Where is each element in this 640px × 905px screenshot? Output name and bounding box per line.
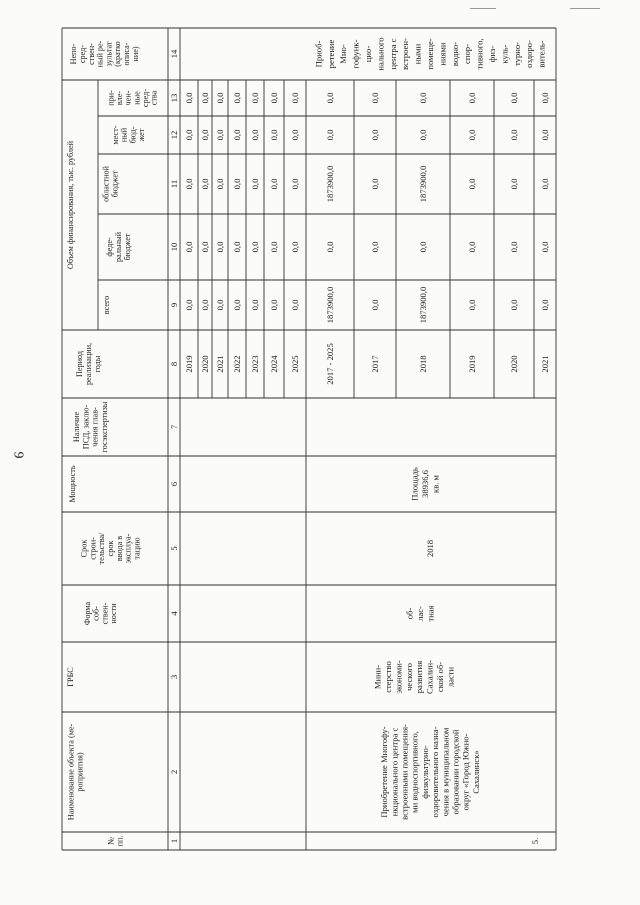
header-col-9: всего <box>102 295 111 315</box>
column-number: 6 <box>169 481 179 487</box>
value-cell: 0,0 <box>200 241 210 253</box>
value-cell: 0,0 <box>200 299 210 311</box>
value-cell: 0,0 <box>215 129 225 141</box>
period-cell: 2021 <box>215 355 225 373</box>
table-text <box>66 37 550 846</box>
value-cell: 0,0 <box>184 178 194 190</box>
table-grid <box>62 28 556 850</box>
item-ownership: об-лас-тная <box>404 605 436 622</box>
value-cell: 0,0 <box>509 92 519 104</box>
period-cell: 2024 <box>269 355 279 373</box>
item-term: 2018 <box>425 539 435 558</box>
header-col-11: областнойбюджет <box>101 166 120 202</box>
period-cell: 2021 <box>540 355 550 373</box>
value-cell: 0,0 <box>250 178 260 190</box>
value-cell: 0,0 <box>269 178 279 190</box>
value-cell: 0,0 <box>250 299 260 311</box>
value-cell: 0,0 <box>290 241 300 253</box>
value-cell: 0,0 <box>370 178 380 190</box>
value-cell: 0,0 <box>418 241 428 253</box>
value-cell: 0,0 <box>370 92 380 104</box>
item-capacity: Площадь38936,6кв. м <box>409 467 441 501</box>
value-cell: 0,0 <box>370 129 380 141</box>
value-cell: 1873900,0 <box>418 165 428 203</box>
value-cell: 0,0 <box>215 92 225 104</box>
value-cell: 0,0 <box>418 92 428 104</box>
value-cell: 0,0 <box>232 129 242 141</box>
header-col-12: мест-ныйбюд-жет <box>110 125 147 145</box>
header-col-14: Непо-сред-ствен-ный ре-зультат(краткоописа-ние) <box>69 40 140 68</box>
period-cell: 2023 <box>250 355 260 373</box>
value-cell: 0,0 <box>509 241 519 253</box>
header-col-2: Наименование объекта (ме-роприятия) <box>66 723 85 821</box>
value-cell: 0,0 <box>215 241 225 253</box>
value-cell: 0,0 <box>540 178 550 190</box>
value-cell: 0,0 <box>509 129 519 141</box>
period-cell: 2019 <box>184 355 194 373</box>
value-cell: 0,0 <box>215 299 225 311</box>
column-number: 12 <box>169 130 179 140</box>
header-col-7: НаличиеПСД, заклю-чения глав-госэкспертизы <box>72 401 109 453</box>
column-number: 2 <box>169 769 179 775</box>
column-number: 3 <box>169 674 179 680</box>
value-cell: 0,0 <box>290 299 300 311</box>
item-result: Приоб- ретение Мно- гофунк- цио- нального центра с встроен- ными помеще- ниями водно- спор- тивного, физ- куль- турно- оздоро- витель- <box>313 37 547 71</box>
item-number: 5. <box>530 837 540 845</box>
value-cell: 0,0 <box>215 178 225 190</box>
header-col-1: №пп. <box>106 835 125 847</box>
column-number: 14 <box>169 49 179 59</box>
value-cell: 0,0 <box>269 129 279 141</box>
value-cell: 0,0 <box>325 92 335 104</box>
value-cell: 0,0 <box>540 129 550 141</box>
value-cell: 1873900,0 <box>418 286 428 324</box>
page-number: 9 <box>10 451 26 459</box>
item-name: Приобретение Многофу-нкционального центра свстроенными помещения-ми водноспортивного,физкультурно-оздоровительного назна-чения в муниципальномобразовании городскойокруг «Город Южно-Сахалинск» <box>379 724 481 820</box>
header-col-13: при-вле-чен-ныесред-ства <box>106 88 159 108</box>
column-number: 11 <box>169 179 179 189</box>
header-col-10: феде-ральныйбюджет <box>104 232 133 262</box>
header-col-4: Формасоб-ствен-ности <box>82 601 119 626</box>
header-col-5: Срокстрои-тельства/срокввода вэксплуа-тацию <box>79 532 142 565</box>
period-cell: 2018 <box>418 355 428 373</box>
value-cell: 0,0 <box>325 129 335 141</box>
header-funding-group: Объем финансирования, тыс. рублей <box>66 140 75 270</box>
value-cell: 0,0 <box>418 129 428 141</box>
value-cell: 0,0 <box>467 129 477 141</box>
value-cell: 0,0 <box>269 92 279 104</box>
column-number: 10 <box>169 242 179 252</box>
value-cell: 0,0 <box>232 299 242 311</box>
period-cell: 2019 <box>467 355 477 373</box>
value-cell: 0,0 <box>540 299 550 311</box>
value-cell: 0,0 <box>540 241 550 253</box>
value-cell: 0,0 <box>290 178 300 190</box>
column-number: 9 <box>169 302 179 308</box>
value-cell: 0,0 <box>370 299 380 311</box>
value-cell: 0,0 <box>290 92 300 104</box>
column-number: 5 <box>169 546 179 551</box>
period-cell: 2020 <box>200 355 210 373</box>
value-cell: 0,0 <box>269 299 279 311</box>
column-number: 7 <box>169 424 179 430</box>
value-cell: 0,0 <box>325 241 335 253</box>
value-cell: 1873900,0 <box>325 165 335 203</box>
period-cell: 2025 <box>290 355 300 373</box>
value-cell: 0,0 <box>467 241 477 253</box>
value-cell: 0,0 <box>467 92 477 104</box>
value-cell: 0,0 <box>200 178 210 190</box>
value-cell: 0,0 <box>290 129 300 141</box>
value-cell: 0,0 <box>184 129 194 141</box>
value-cell: 0,0 <box>232 92 242 104</box>
header-col-6: Мощность <box>68 465 77 503</box>
period-cell: 2017 - 2025 <box>325 343 335 385</box>
value-cell: 0,0 <box>184 299 194 311</box>
value-cell: 0,0 <box>467 178 477 190</box>
value-cell: 0,0 <box>540 92 550 104</box>
period-cell: 2017 <box>370 355 380 373</box>
value-cell: 0,0 <box>200 92 210 104</box>
value-cell: 0,0 <box>250 241 260 253</box>
value-cell: 0,0 <box>250 129 260 141</box>
header-col-8: Периодреализации,годы <box>74 342 103 386</box>
value-cell: 0,0 <box>467 299 477 311</box>
item-grbs: Мини-стерствоэкономи-ческогоразвитияСахалин-ской об-ласти <box>372 660 456 694</box>
value-cell: 0,0 <box>269 241 279 253</box>
value-cell: 0,0 <box>232 241 242 253</box>
value-cell: 0,0 <box>232 178 242 190</box>
value-cell: 0,0 <box>184 241 194 253</box>
value-cell: 0,0 <box>200 129 210 141</box>
value-cell: 0,0 <box>509 299 519 311</box>
column-number: 8 <box>169 361 179 367</box>
value-cell: 0,0 <box>250 92 260 104</box>
value-cell: 1873900,0 <box>325 286 335 324</box>
value-cell: 0,0 <box>370 241 380 253</box>
column-number: 4 <box>169 611 179 616</box>
column-number: 1 <box>169 838 179 844</box>
period-cell: 2020 <box>509 355 519 373</box>
header-col-3: ГРБС <box>66 667 75 687</box>
period-cell: 2022 <box>232 355 242 373</box>
value-cell: 0,0 <box>509 178 519 190</box>
column-number: 13 <box>169 93 179 103</box>
value-cell: 0,0 <box>184 92 194 104</box>
